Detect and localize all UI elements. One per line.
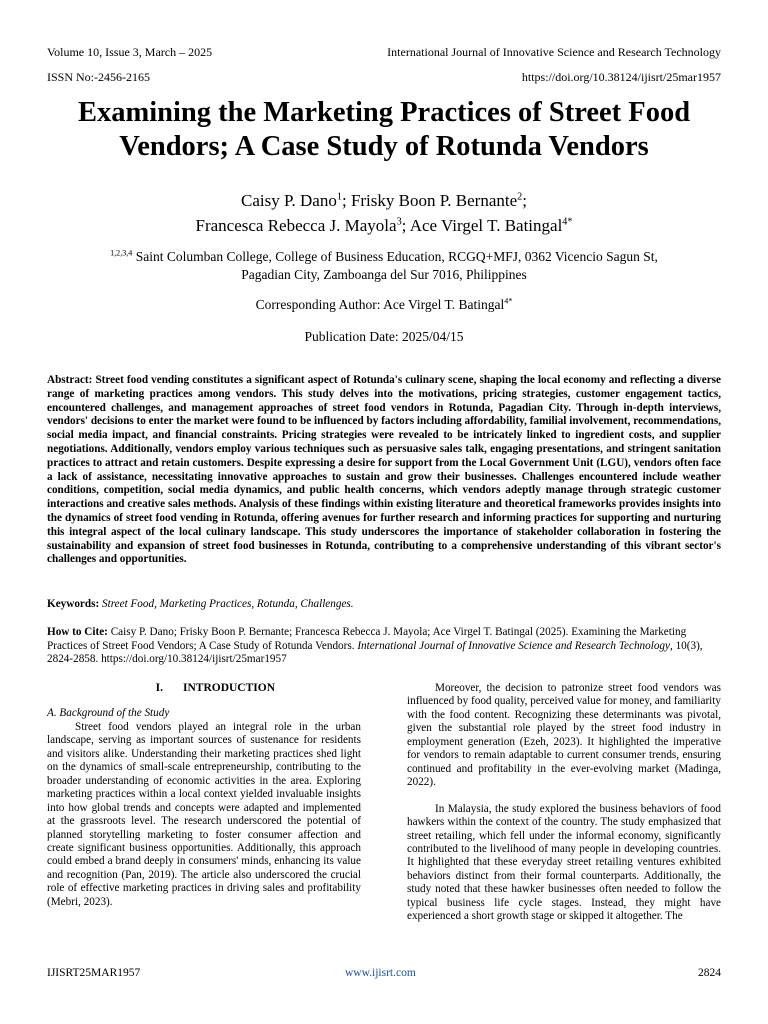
author-separator: ;: [341, 191, 351, 210]
how-to-cite-rest: , 10(3), 2824-2858. https://doi.org/10.38124/ijisrt/25mar1957: [47, 639, 703, 665]
corresponding-author-text: Corresponding Author: Ace Virgel T. Batingal: [255, 297, 505, 312]
paragraph-gap: [407, 790, 721, 803]
authors-line-1: [40, 188, 728, 213]
affiliation: [40, 248, 728, 284]
author-3-mark: 3: [396, 216, 402, 228]
header-issn: ISSN No:-2456-2165: [47, 70, 151, 84]
right-column: [407, 682, 721, 924]
author-2: Frisky Boon P. Bernante: [350, 191, 518, 210]
author-2-mark: 2: [517, 191, 523, 203]
authors-line-2: [40, 213, 728, 238]
footer-page-number: 2824: [698, 967, 721, 979]
abstract-label: Abstract:: [47, 374, 93, 386]
keywords-text: Street Food, Marketing Practices, Rotunda, Challenges.: [102, 598, 354, 610]
body-paragraph: Street food vendors played an integral role in the urban landscape, serving as important sources of sustenance for residents and visitors alike. Understanding their marketing practices shed light on the dynamics of small-scale entrepreneurship, contributing to the broader understanding of economic activities in the area. Exploring marketing practices within a local context yielded invaluable insights into how global trends and concepts were adapted and implemented at the grassroots level. The research underscored the potential of planned storytelling marketing to foster consumer affection and create significant business opportunities. Additionally, this approach could embed a brand deeply in consumers' minds, enhancing its value and recognition (Pan, 2019). The article also underscored the crucial role of effective marketing practices in driving sales and profitability (Mebri, 2023).: [47, 720, 361, 908]
author-3: Francesca Rebecca J. Mayola: [195, 216, 397, 235]
body-paragraph: In Malaysia, the study explored the business behaviors of food hawkers within the context of the country. The study emphasized that street retailing, which fell under the informal economy, significantly contributed to the livelihood of many people in developing countries. It highlighted that these everyday street retailing ventures exhibited behaviors distinct from their formal counterparts. Additionally, the study noted that these hawker businesses often needed to follow the typical business life cycle stages. Instead, they might have experienced a short growth stage or skipped it altogether. The: [407, 802, 721, 923]
author-list: [40, 188, 728, 238]
how-to-cite-text: Caisy P. Dano; Frisky Boon P. Bernante; Francesca Rebecca J. Mayola; Ace Virgel T. Batingal (2025). Examining the Marketing Practices of Street Food Vendors; A Case Study of Rotunda Vendors.: [47, 626, 687, 652]
paper-title: [40, 96, 728, 164]
author-separator: ;: [522, 191, 527, 210]
corresponding-author-mark: 4*: [504, 296, 513, 306]
section-number: I.: [155, 682, 163, 694]
left-column: [47, 682, 361, 909]
keywords-label: Keywords:: [47, 598, 100, 610]
author-4-mark: 4*: [562, 216, 573, 228]
header-volume: Volume 10, Issue 3, March – 2025: [47, 45, 213, 59]
how-to-cite: [47, 626, 721, 667]
affiliation-line-1: [40, 248, 728, 266]
author-1-mark: 1: [336, 191, 342, 203]
footer-id: IJISRT25MAR1957: [47, 967, 141, 979]
header-doi: https://doi.org/10.38124/ijisrt/25mar1957: [521, 70, 721, 84]
author-1: Caisy P. Dano: [240, 191, 337, 210]
abstract-text: Street food vending constitutes a significant aspect of Rotunda's culinary scene, shaping the local economy and reflecting a diverse range of marketing practices among vendors. This study delves into the motivations, pricing strategies, customer engagement tactics, encountered challenges, and management approaches of street food vendors in Rotunda, Pagadian City. Through in-depth interviews, vendors' decisions to enter the market were found to be influenced by factors including affordability, familial involvement, recommendations, social media impact, and financial constraints. Pricing strategies were revealed to be intricately linked to ingredient costs, and supplier negotiations. Additionally, vendors employ various techniques such as persuasive sales talk, engaging presentations, and stringent sanitation practices to attract and retain customers. Despite expressing a desire for support from the Local Government Unit (LGU), vendors often face a lack of assistance, necessitating innovative approaches to sustain and grow their businesses. Challenges encountered include weather conditions, competition, social media dynamics, and public health concerns, which vendors adeptly manage through strategic customer interactions and creative sales methods. Analysis of these findings within existing literature and theoretical frameworks provides insights into the dynamics of street food vending in Rotunda, offering avenues for further research and informing practices for supporting and nurturing this integral aspect of the local culinary landscape. This study underscores the importance of stakeholder collaboration in fostering the sustainability and expansion of street food businesses in Rotunda, contributing to a comprehensive understanding of this vibrant sector's challenges and opportunities.: [47, 374, 721, 566]
body-paragraph: Moreover, the decision to patronize street food vendors was influenced by food quality, perceived value for money, and familiarity with the food content. Recognizing these determinants was pivotal, given the substantial role played by the street food industry in employment generation (Ezeh, 2023). It highlighted the imperative for vendors to remain adaptable to current consumer trends, ensuring continued and profitability in the ever-evolving market (Madinga, 2022).: [407, 682, 721, 789]
affiliation-marks: 1,2,3,4: [110, 248, 133, 258]
header-journal: International Journal of Innovative Science and Research Technology: [387, 45, 721, 59]
author-separator: ;: [401, 216, 410, 235]
how-to-cite-journal: International Journal of Innovative Science and Research Technology: [357, 639, 670, 652]
section-heading: [47, 682, 361, 695]
affiliation-text-1: Saint Columban College, College of Business Education, RCGQ+MFJ, 0362 Vicencio Sagun St,: [132, 249, 658, 264]
corresponding-author: [40, 296, 728, 314]
title-line-2: Vendors; A Case Study of Rotunda Vendors: [119, 131, 649, 162]
abstract: [47, 374, 721, 567]
affiliation-line-2: Pagadian City, Zamboanga del Sur 7016, Philippines: [241, 267, 527, 282]
how-to-cite-label: How to Cite:: [47, 626, 108, 638]
publication-date: Publication Date: 2025/04/15: [304, 329, 464, 344]
subsection-heading: A. Background of the Study: [47, 707, 170, 720]
title-line-1: Examining the Marketing Practices of Street Food: [77, 97, 691, 128]
author-4: Ace Virgel T. Batingal: [409, 216, 563, 235]
keywords: [47, 597, 721, 611]
footer-website-link[interactable]: www.ijisrt.com: [345, 967, 416, 979]
section-title: INTRODUCTION: [183, 682, 276, 694]
